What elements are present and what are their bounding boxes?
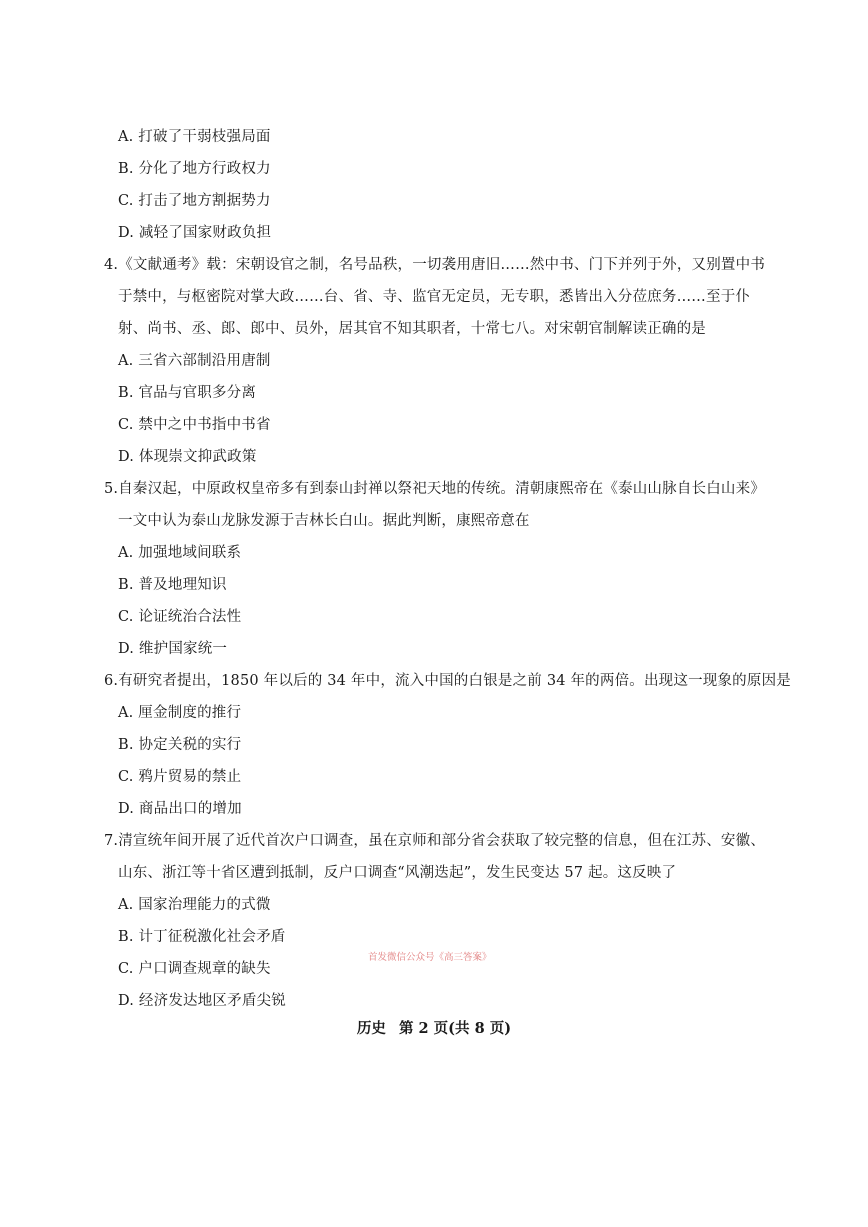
q6-option-b: B. 协定关税的实行 <box>118 737 242 753</box>
q7-stem-line-2: 山东、浙江等十省区遭到抵制，反户口调查“风潮迭起”，发生民变达 57 起。这反映了 <box>118 865 677 881</box>
q4-option-d: D. 体现崇文抑武政策 <box>118 449 257 465</box>
q4-option-a: A. 三省六部制沿用唐制 <box>118 353 271 369</box>
q5-option-a: A. 加强地域间联系 <box>118 545 242 561</box>
q3-option-b: B. 分化了地方行政权力 <box>118 161 271 177</box>
page-footer <box>0 1017 868 1038</box>
q5-option-b: B. 普及地理知识 <box>118 577 227 593</box>
q3-option-c: C. 打击了地方割据势力 <box>118 193 271 209</box>
q4-option-c: C. 禁中之中书指中书省 <box>118 417 271 433</box>
q4-stem-line-3: 射、尚书、丞、郎、郎中、员外，居其官不知其职者，十常七八。对宋朝官制解读正确的是 <box>118 321 706 337</box>
q7-option-a: A. 国家治理能力的式微 <box>118 897 271 913</box>
q5-option-c: C. 论证统治合法性 <box>118 609 242 625</box>
footer-subject: 历史 <box>356 1020 386 1037</box>
q4-stem-line-2: 于禁中，与枢密院对掌大政……台、省、寺、监官无定员，无专职，悉皆出入分莅庶务……至于仆 <box>118 289 751 305</box>
q3-option-d: D. 减轻了国家财政负担 <box>118 225 272 241</box>
q7-option-c: C. 户口调查规章的缺失 <box>118 961 271 977</box>
q4-stem-line-1: 4.《文献通考》载：宋朝设官之制，名号品秩，一切袭用唐旧……然中书、门下并列于外，又别置中书 <box>104 257 766 273</box>
q4-option-b: B. 官品与官职多分离 <box>118 385 257 401</box>
q5-option-d: D. 维护国家统一 <box>118 641 228 657</box>
q7-stem-line-1: 7.清宣统年间开展了近代首次户口调查，虽在京师和部分省会获取了较完整的信息，但在江苏、安徽、 <box>104 833 766 849</box>
q6-option-c: C. 鸦片贸易的禁止 <box>118 769 242 785</box>
q7-option-d: D. 经济发达地区矛盾尖锐 <box>118 993 286 1009</box>
q3-option-a: A. 打破了干弱枝强局面 <box>118 129 271 145</box>
watermark-text: 首发微信公众号《高三答案》 <box>368 952 492 963</box>
q5-stem-line-1: 5.自秦汉起，中原政权皇帝多有到泰山封禅以祭祀天地的传统。清朝康熙帝在《泰山山脉自长白山来》 <box>104 481 766 497</box>
q5-stem-line-2: 一文中认为泰山龙脉发源于吉林长白山。据此判断，康熙帝意在 <box>118 513 530 529</box>
q6-stem-line-1: 6.有研究者提出，1850 年以后的 34 年中，流入中国的白银是之前 34 年的两倍。出现这一现象的原因是 <box>104 673 791 689</box>
q6-option-a: A. 厘金制度的推行 <box>118 705 242 721</box>
q6-option-d: D. 商品出口的增加 <box>118 801 242 817</box>
footer-page-number: 第 2 页(共 8 页) <box>398 1020 512 1037</box>
q7-option-b: B. 计丁征税激化社会矛盾 <box>118 929 286 945</box>
